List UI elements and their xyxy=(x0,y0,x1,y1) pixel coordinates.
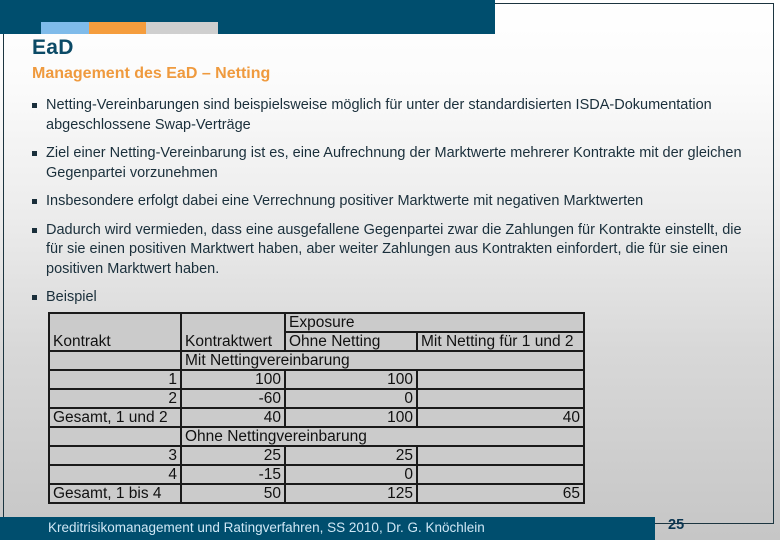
cell-ohne-netting: 100 xyxy=(285,408,417,427)
cell-kontraktwert: -15 xyxy=(181,465,285,484)
bullet-item xyxy=(32,144,757,183)
cell-kontraktwert: 40 xyxy=(181,408,285,427)
bullet-item xyxy=(32,288,757,308)
square-bullet-icon xyxy=(32,228,37,233)
header-mit-netting: Mit Netting für 1 und 2 xyxy=(417,332,584,351)
section-row xyxy=(49,351,584,370)
cell-ohne-netting: 100 xyxy=(285,370,417,389)
table-row xyxy=(49,446,584,465)
table-row xyxy=(49,465,584,484)
slide-title: EaD xyxy=(32,36,74,59)
square-bullet-icon xyxy=(32,199,37,204)
cell-kontrakt: Gesamt, 1 bis 4 xyxy=(49,484,181,503)
bullet-text: Insbesondere erfolgt dabei eine Verrechnung positiver Marktwerte mit negativen Marktwerten xyxy=(46,193,644,209)
bullet-text: Netting-Vereinbarungen sind beispielsweise möglich für unter der standardisierten ISDA-Dokumentation abgeschlossene Swap-Verträge xyxy=(46,97,712,133)
cell-kontrakt: 3 xyxy=(49,446,181,465)
frame-line-top xyxy=(495,3,774,4)
section-label: Ohne Nettingvereinbarung xyxy=(181,427,584,446)
section-label: Mit Nettingvereinbarung xyxy=(181,351,584,370)
square-bullet-icon xyxy=(32,295,37,300)
cell-ohne-netting: 0 xyxy=(285,465,417,484)
table-row xyxy=(49,389,584,408)
bullet-item xyxy=(32,221,757,280)
accent-strip-blue xyxy=(41,22,89,34)
cell-kontrakt: 4 xyxy=(49,465,181,484)
cell-kontraktwert: 100 xyxy=(181,370,285,389)
header-kontrakt: Kontrakt xyxy=(49,313,181,351)
table-row xyxy=(49,370,584,389)
table-row xyxy=(49,408,584,427)
header-exposure: Exposure xyxy=(285,313,584,332)
cell-mit-netting xyxy=(417,370,584,389)
cell-kontraktwert: 50 xyxy=(181,484,285,503)
cell xyxy=(49,351,181,370)
cell-ohne-netting: 0 xyxy=(285,389,417,408)
bullet-text: Dadurch wird vermieden, dass eine ausgefallene Gegenpartei zwar die Zahlungen für Kontrakte einstellt, die für sie einen positiven Marktwert haben, aber weiter Zahlungen aus Kontrakten einfordert, die für sie einen positiven Marktwert haben. xyxy=(46,221,742,277)
cell-mit-netting xyxy=(417,446,584,465)
cell-ohne-netting: 125 xyxy=(285,484,417,503)
bullet-item xyxy=(32,96,757,135)
table-header-row xyxy=(49,313,584,332)
accent-strip-gray xyxy=(146,22,218,34)
section-row xyxy=(49,427,584,446)
square-bullet-icon xyxy=(32,151,37,156)
cell-kontraktwert: 25 xyxy=(181,446,285,465)
cell-mit-netting: 40 xyxy=(417,408,584,427)
frame-line-right xyxy=(773,3,774,524)
cell-kontrakt: Gesamt, 1 und 2 xyxy=(49,408,181,427)
netting-example-table xyxy=(48,312,585,504)
cell-kontraktwert: -60 xyxy=(181,389,285,408)
page-number: 25 xyxy=(668,517,685,533)
bullet-text: Beispiel xyxy=(46,289,97,305)
cell-mit-netting xyxy=(417,389,584,408)
frame-line-left xyxy=(3,34,4,518)
header-kontraktwert: Kontraktwert xyxy=(181,313,285,351)
cell-kontrakt: 2 xyxy=(49,389,181,408)
cell xyxy=(49,427,181,446)
cell-mit-netting: 65 xyxy=(417,484,584,503)
cell-kontrakt: 1 xyxy=(49,370,181,389)
bullet-text: Ziel einer Netting-Vereinbarung ist es, eine Aufrechnung der Marktwerte mehrerer Kontrakte mit der gleichen Gegenpartei vorzunehmen xyxy=(46,145,742,181)
cell-ohne-netting: 25 xyxy=(285,446,417,465)
header-ohne-netting: Ohne Netting xyxy=(285,332,417,351)
table-row xyxy=(49,484,584,503)
accent-strip-orange xyxy=(89,22,146,34)
footer-text: Kreditrisikomanagement und Ratingverfahren, SS 2010, Dr. G. Knöchlein xyxy=(48,520,485,535)
cell-mit-netting xyxy=(417,465,584,484)
footer-bar xyxy=(0,517,655,540)
square-bullet-icon xyxy=(32,103,37,108)
bullet-item xyxy=(32,192,757,212)
bullet-list xyxy=(32,96,757,317)
slide-subtitle: Management des EaD – Netting xyxy=(32,65,271,82)
